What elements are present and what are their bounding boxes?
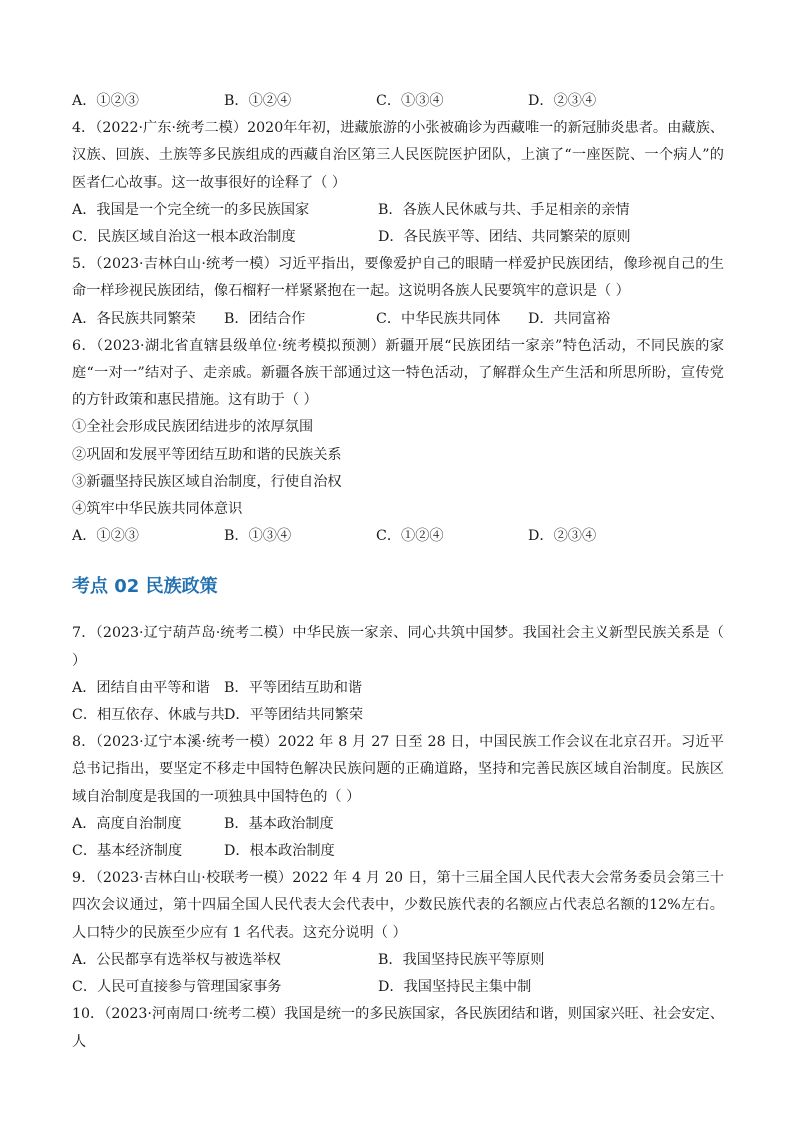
question-4	[72, 115, 724, 251]
q6-option-a: A．①②③	[72, 528, 139, 545]
question-7-stem: 7．（2023·辽宁葫芦岛·统考二模）中华民族一家亲、同心共筑中国梦。我国社会主义新型民族关系是（ ）	[72, 625, 724, 669]
q4-option-b: B．各族人民休戚与共、手足相亲的亲情	[378, 201, 630, 218]
question-9-stem: 9．（2023·吉林白山·校联考一模）2022 年 4 月 20 日，第十三届全国人民代表大会常务委员会第三十四次会议通过，第十四届全国人民代表大会代表中，少数民族代表的名额应占代表总名额的12%左右。人口特少的民族至少应有 1 名代表。这充分说明（ ）	[72, 870, 724, 941]
q4-option-c: C．民族区域自治这一根本政治制度	[72, 229, 296, 246]
question-9	[72, 865, 724, 1001]
q6-item-2: ②巩固和发展平等团结互助和谐的民族关系	[72, 446, 342, 463]
q5-option-a: A．各民族共同繁荣	[72, 310, 196, 327]
q6-item-3: ③新疆坚持民族区域自治制度，行使自治权	[72, 473, 342, 490]
q5-option-d: D．共同富裕	[528, 310, 611, 327]
q9-option-b: B．我国坚持民族平等原则	[378, 951, 545, 968]
q8-option-b: B．基本政治制度	[224, 815, 334, 832]
q5-option-c: C．中华民族共同体	[376, 310, 501, 327]
question-10	[72, 1001, 724, 1055]
q9-option-d: D．我国坚持民主集中制	[378, 979, 532, 996]
question-7	[72, 620, 724, 729]
q5-option-b: B．团结合作	[224, 310, 306, 327]
question-4-stem: 4．（2022·广东·统考二模）2020年年初，进藏旅游的小张被确诊为西藏唯一的新冠肺炎患者。由藏族、汉族、回族、土族等多民族组成的西藏自治区第三人民医院医护团队，上演了“一座医院、一个病人”的医者仁心故事。这一故事很好的诠释了（ ）	[72, 120, 724, 191]
q4-option-d: D．各民族平等、团结、共同繁荣的原则	[378, 229, 631, 246]
q6-option-b: B．①③④	[224, 528, 292, 545]
question-6	[72, 333, 724, 551]
question-8-stem: 8．（2023·辽宁本溪·统考一模）2022 年 8 月 27 日至 28 日，中国民族工作会议在北京召开。习近平总书记指出，要坚定不移走中国特色解决民族问题的正确道路，坚持和完善民族区域自治制度。民族区域自治制度是我国的一项独具中国特色的（ ）	[72, 734, 724, 805]
q4-option-a: A．我国是一个完全统一的多民族国家	[72, 201, 310, 218]
q3-option-b: B．①②④	[224, 93, 292, 109]
q3-option-d: D．②③④	[528, 93, 597, 109]
q6-item-4: ④筑牢中华民族共同体意识	[72, 501, 243, 518]
q7-option-a: A．团结自由平等和谐	[72, 679, 210, 696]
q7-option-d: D．平等团结共同繁荣	[224, 707, 364, 724]
q3-option-a: A．①②③	[72, 93, 139, 109]
question-5	[72, 251, 724, 333]
q3-option-c: C．①③④	[376, 93, 444, 109]
q9-option-c: C．人民可直接参与管理国家事务	[72, 979, 282, 996]
question-6-stem: 6．（2023·湖北省直辖县级单位·统考模拟预测）新疆开展“民族团结一家亲”特色活动，不同民族的家庭“一对一”结对子、走亲戚。新疆各族干部通过这一特色活动，了解群众生产生活和所思所盼，宣传党的方针政策和惠民措施。这有助于（ ）	[72, 337, 724, 409]
q8-option-d: D．根本政治制度	[224, 843, 335, 860]
section-title: 考点 02 民族政策	[72, 576, 218, 598]
q9-option-a: A．公民都享有选举权与被选举权	[72, 951, 281, 968]
q8-option-a: A．高度自治制度	[72, 815, 182, 832]
exam-page	[72, 88, 724, 1056]
q6-item-1: ①全社会形成民族团结进步的浓厚氛围	[72, 419, 314, 436]
q7-option-b: B．平等团结互助和谐	[224, 679, 363, 696]
q3-options	[72, 88, 724, 115]
q8-option-c: C．基本经济制度	[72, 843, 183, 860]
q6-option-c: C．①②④	[376, 528, 444, 545]
question-5-stem: 5．（2023·吉林白山·统考一模）习近平指出，要像爱护自己的眼睛一样爱护民族团结，像珍视自己的生命一样珍视民族团结，像石榴籽一样紧紧抱在一起。这说明各族人民要筑牢的意识是（ ）	[72, 256, 724, 300]
question-8	[72, 729, 724, 865]
q6-option-d: D．②③④	[528, 528, 597, 545]
question-10-stem: 10．（2023·河南周口·统考二模）我国是统一的多民族国家，各民族团结和谐，则国家兴旺、社会安定、人	[72, 1006, 724, 1050]
q7-option-c: C．相互依存、休戚与共	[72, 707, 225, 724]
